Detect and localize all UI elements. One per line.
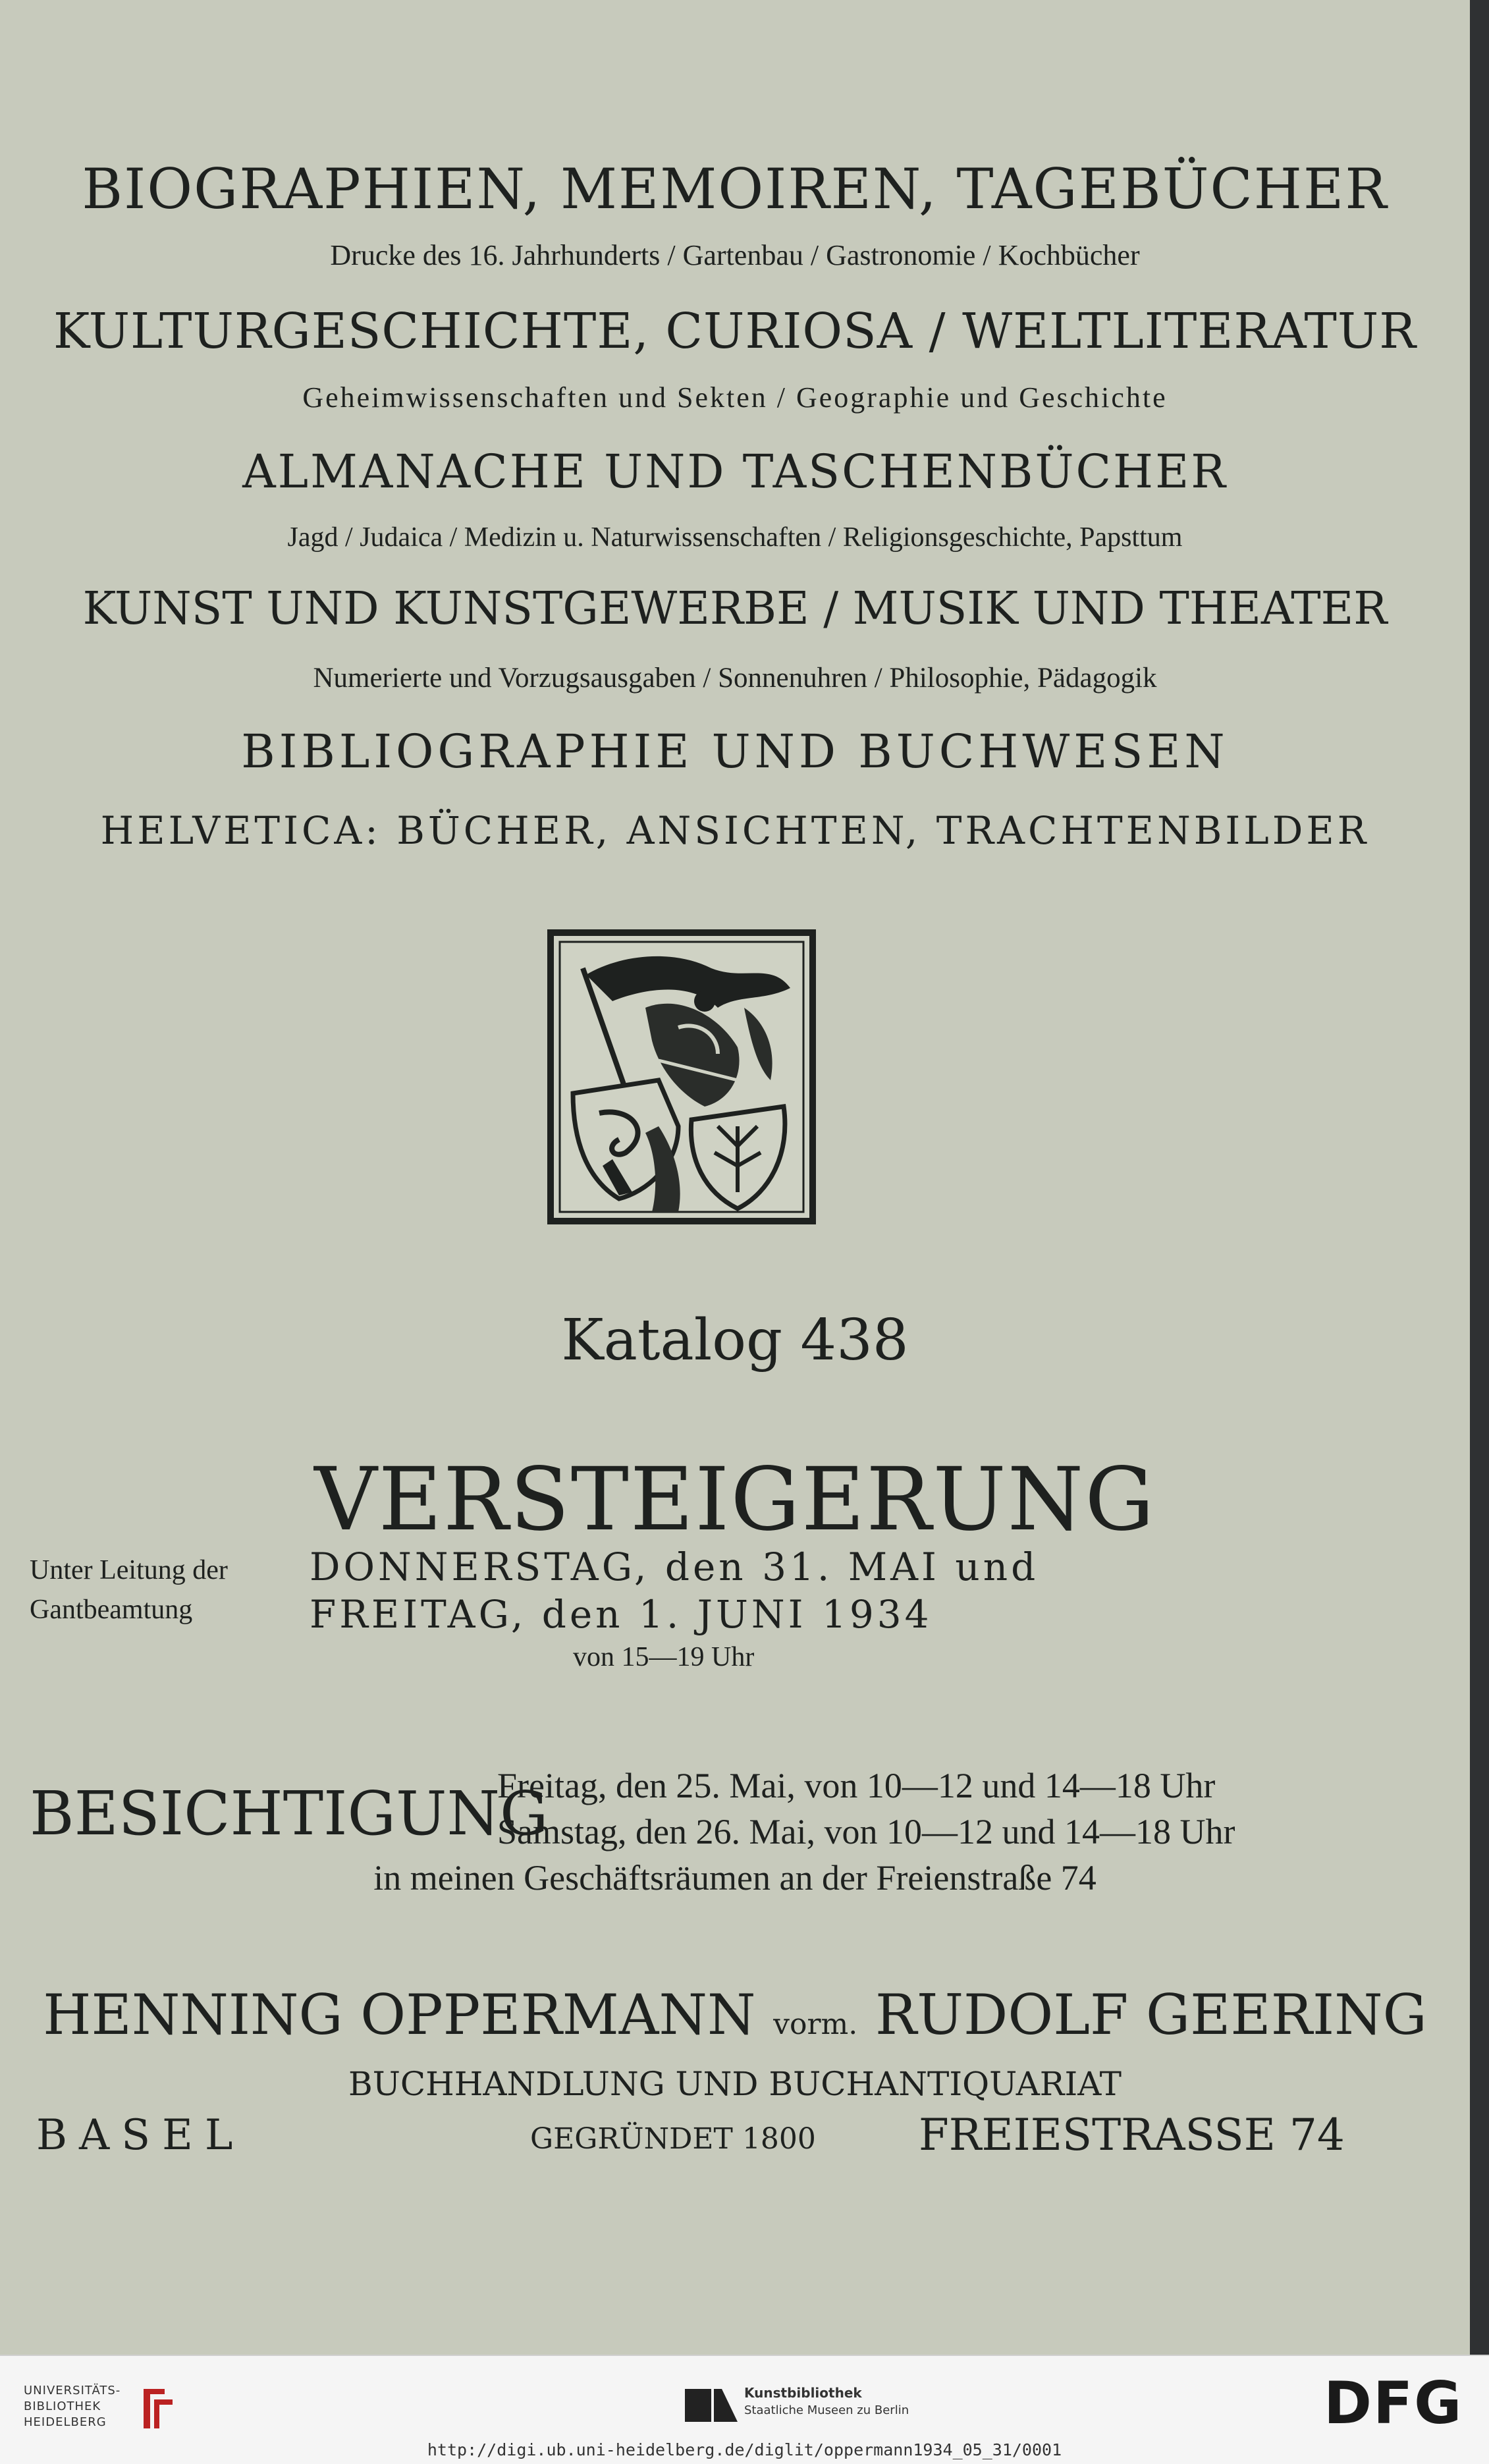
- publisher-city: BASEL: [36, 2111, 245, 2160]
- univ-line-1: UNIVERSITÄTS-: [24, 2384, 121, 2397]
- dfg-logo[interactable]: DFG: [1324, 2369, 1463, 2437]
- kb-line-1: Kunstbibliothek: [744, 2385, 862, 2401]
- auction-time: von 15—19 Uhr: [573, 1642, 755, 1672]
- subject-line-7: KUNST UND KUNSTGEWERBE / MUSIK UND THEATER: [82, 583, 1388, 635]
- subject-line-1: BIOGRAPHIEN, MEMOIREN, TAGEBÜCHER: [82, 157, 1388, 221]
- auction-note-1: Unter Leitung der: [30, 1555, 228, 1585]
- kunstbibliothek-logo-icon[interactable]: [685, 2382, 738, 2428]
- subject-line-3: KULTURGESCHICHTE, CURIOSA / WELTLITERATUR: [53, 303, 1417, 360]
- auction-title: VERSTEIGERUNG: [314, 1449, 1156, 1550]
- kb-line-2: Staatliche Museen zu Berlin: [744, 2403, 909, 2417]
- book-edge: [1470, 0, 1489, 2355]
- viewer-footer: [0, 2355, 1489, 2464]
- viewing-day-2: Samstag, den 26. Mai, von 10—12 und 14—18 Uhr: [497, 1812, 1235, 1851]
- publisher-name: [0, 1983, 1470, 2047]
- auction-note-2: Gantbeamtung: [30, 1595, 193, 1625]
- viewing-place: in meinen Geschäftsräumen an der Freienstraße 74: [373, 1858, 1096, 1898]
- univ-line-3: HEIDELBERG: [24, 2415, 107, 2429]
- univ-logo-icon[interactable]: [138, 2382, 178, 2435]
- univ-line-2: BIBLIOTHEK: [24, 2399, 101, 2413]
- subject-line-10: HELVETICA: BÜCHER, ANSICHTEN, TRACHTENBILDER: [100, 808, 1370, 853]
- catalog-number: Katalog 438: [561, 1307, 909, 1373]
- coat-of-arms-woodcut: [547, 929, 817, 1225]
- publisher-name-vorm: vorm.: [773, 2008, 858, 2041]
- page-url[interactable]: http://digi.ub.uni-heidelberg.de/diglit/oppermann1934_05_31/0001: [427, 2440, 1062, 2459]
- auction-day-1: DONNERSTAG, den 31. MAI und: [310, 1545, 1039, 1589]
- publisher-name-rest: RUDOLF GEERING: [875, 1983, 1427, 2047]
- publisher-business: BUCHHANDLUNG UND BUCHANTIQUARIAT: [348, 2065, 1122, 2103]
- publisher-name-main: HENNING OPPERMANN: [43, 1983, 756, 2047]
- viewing-title: BESICHTIGUNG: [30, 1778, 549, 1849]
- subject-line-2: Drucke des 16. Jahrhunderts / Gartenbau / Gastronomie / Kochbücher: [330, 239, 1140, 271]
- publisher-founded: GEGRÜNDET 1800: [530, 2122, 816, 2156]
- subject-line-5: ALMANACHE UND TASCHENBÜCHER: [242, 445, 1228, 499]
- subject-line-9: BIBLIOGRAPHIE UND BUCHWESEN: [241, 725, 1229, 779]
- subject-line-6: Jagd / Judaica / Medizin u. Naturwissenschaften / Religionsgeschichte, Papsttum: [287, 522, 1183, 553]
- subject-line-8: Numerierte und Vorzugsausgaben / Sonnenuhren / Philosophie, Pädagogik: [313, 663, 1157, 694]
- viewing-day-1: Freitag, den 25. Mai, von 10—12 und 14—18 Uhr: [497, 1766, 1216, 1805]
- auction-day-2: FREITAG, den 1. JUNI 1934: [310, 1592, 933, 1637]
- subject-line-4: Geheimwissenschaften und Sekten / Geographie und Geschichte: [302, 381, 1168, 414]
- publisher-address: FREIESTRASSE 74: [919, 2110, 1345, 2160]
